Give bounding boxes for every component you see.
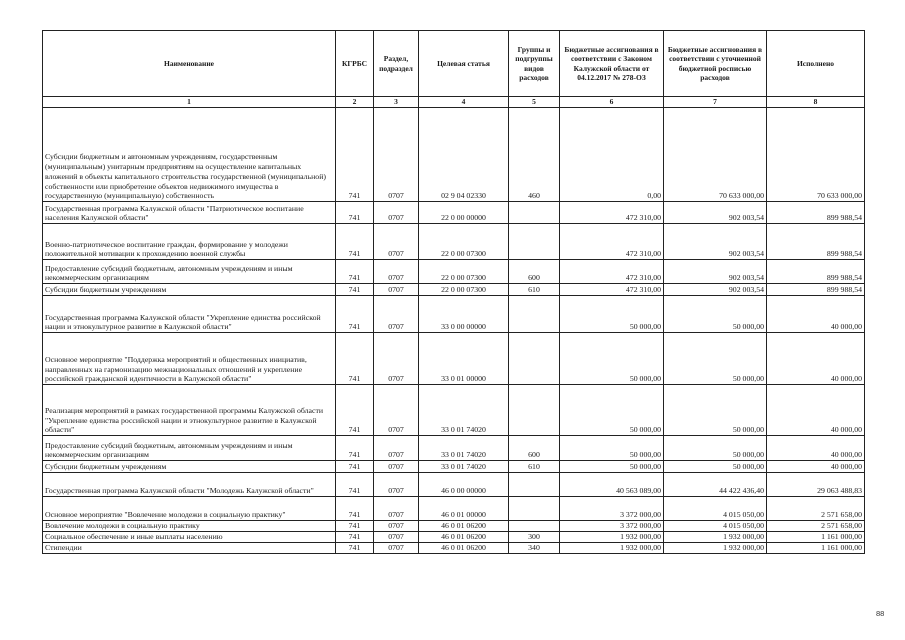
row-target: 33 0 01 00000 bbox=[419, 333, 509, 385]
row-expense-group: 340 bbox=[509, 543, 560, 554]
col-header-target: Целевая статья bbox=[419, 31, 509, 97]
column-number: 3 bbox=[374, 97, 419, 108]
row-kgrbs: 741 bbox=[336, 436, 374, 461]
row-refined-allocation: 902 003,54 bbox=[664, 284, 767, 296]
row-kgrbs: 741 bbox=[336, 461, 374, 473]
col-header-section: Раздел, подраздел bbox=[374, 31, 419, 97]
row-name: Государственная программа Калужской области "Патриотическое воспитание населения Калужской области" bbox=[43, 202, 336, 224]
row-section: 0707 bbox=[374, 497, 419, 521]
row-section: 0707 bbox=[374, 333, 419, 385]
row-name: Вовлечение молодежи в социальную практику bbox=[43, 521, 336, 532]
row-refined-allocation: 1 932 000,00 bbox=[664, 543, 767, 554]
row-executed: 70 633 000,00 bbox=[767, 108, 865, 202]
row-law-allocation: 50 000,00 bbox=[560, 385, 664, 436]
row-target: 46 0 01 06200 bbox=[419, 543, 509, 554]
page-number: 88 bbox=[876, 609, 885, 618]
row-refined-allocation: 902 003,54 bbox=[664, 202, 767, 224]
row-section: 0707 bbox=[374, 224, 419, 260]
column-number: 8 bbox=[767, 97, 865, 108]
row-expense-group bbox=[509, 202, 560, 224]
header-row bbox=[43, 31, 865, 97]
row-refined-allocation: 50 000,00 bbox=[664, 436, 767, 461]
row-target: 46 0 00 00000 bbox=[419, 473, 509, 497]
row-law-allocation: 50 000,00 bbox=[560, 333, 664, 385]
row-executed: 899 988,54 bbox=[767, 224, 865, 260]
row-section: 0707 bbox=[374, 461, 419, 473]
col-header-refined-allocation: Бюджетные ассигнования в соответствии с уточненной бюджетной росписью расходов bbox=[664, 31, 767, 97]
col-header-kgrbs: КГРБС bbox=[336, 31, 374, 97]
row-name: Государственная программа Калужской области "Укрепление единства российской нации и этнокультурное развитие в Калужской области" bbox=[43, 296, 336, 333]
table-row bbox=[43, 202, 865, 224]
row-section: 0707 bbox=[374, 284, 419, 296]
row-expense-group: 460 bbox=[509, 108, 560, 202]
row-law-allocation: 50 000,00 bbox=[560, 461, 664, 473]
row-kgrbs: 741 bbox=[336, 521, 374, 532]
row-refined-allocation: 4 015 050,00 bbox=[664, 497, 767, 521]
row-kgrbs: 741 bbox=[336, 108, 374, 202]
row-section: 0707 bbox=[374, 385, 419, 436]
row-refined-allocation: 50 000,00 bbox=[664, 461, 767, 473]
table-row bbox=[43, 284, 865, 296]
row-executed: 29 063 488,83 bbox=[767, 473, 865, 497]
row-target: 33 0 00 00000 bbox=[419, 296, 509, 333]
row-name: Субсидии бюджетным учреждениям bbox=[43, 461, 336, 473]
row-refined-allocation: 50 000,00 bbox=[664, 333, 767, 385]
row-section: 0707 bbox=[374, 108, 419, 202]
column-number: 5 bbox=[509, 97, 560, 108]
row-executed: 2 571 658,00 bbox=[767, 521, 865, 532]
row-expense-group: 600 bbox=[509, 260, 560, 284]
column-number: 7 bbox=[664, 97, 767, 108]
row-name: Основное мероприятие "Вовлечение молодежи в социальную практику" bbox=[43, 497, 336, 521]
row-target: 33 0 01 74020 bbox=[419, 436, 509, 461]
row-executed: 40 000,00 bbox=[767, 333, 865, 385]
row-kgrbs: 741 bbox=[336, 224, 374, 260]
row-kgrbs: 741 bbox=[336, 333, 374, 385]
col-header-law-allocation: Бюджетные ассигнования в соответствии с Законом Калужской области от 04.12.2017 № 278-ОЗ bbox=[560, 31, 664, 97]
table-row bbox=[43, 521, 865, 532]
column-number: 2 bbox=[336, 97, 374, 108]
row-target: 22 0 00 07300 bbox=[419, 224, 509, 260]
row-law-allocation: 472 310,00 bbox=[560, 284, 664, 296]
row-refined-allocation: 50 000,00 bbox=[664, 385, 767, 436]
column-number-row bbox=[43, 97, 865, 108]
row-law-allocation: 50 000,00 bbox=[560, 436, 664, 461]
row-law-allocation: 1 932 000,00 bbox=[560, 543, 664, 554]
row-expense-group bbox=[509, 497, 560, 521]
row-name: Реализация мероприятий в рамках государственной программы Калужской области "Укрепление единства российской нации и этнокультурное развитие в Калужской области" bbox=[43, 385, 336, 436]
row-name: Социальное обеспечение и иные выплаты населению bbox=[43, 532, 336, 543]
row-name: Стипендии bbox=[43, 543, 336, 554]
row-kgrbs: 741 bbox=[336, 532, 374, 543]
row-target: 02 9 04 02330 bbox=[419, 108, 509, 202]
row-target: 22 0 00 07300 bbox=[419, 284, 509, 296]
row-law-allocation: 50 000,00 bbox=[560, 296, 664, 333]
table-row bbox=[43, 543, 865, 554]
row-expense-group bbox=[509, 224, 560, 260]
row-section: 0707 bbox=[374, 202, 419, 224]
row-kgrbs: 741 bbox=[336, 543, 374, 554]
col-header-executed: Исполнено bbox=[767, 31, 865, 97]
table-row bbox=[43, 333, 865, 385]
row-kgrbs: 741 bbox=[336, 260, 374, 284]
row-executed: 40 000,00 bbox=[767, 296, 865, 333]
row-executed: 2 571 658,00 bbox=[767, 497, 865, 521]
row-name: Основное мероприятие "Поддержка мероприятий и общественных инициатив, направленных на гармонизацию межнациональных отношений и укрепление российской гражданской идентичности в Калужской области" bbox=[43, 333, 336, 385]
row-executed: 899 988,54 bbox=[767, 202, 865, 224]
row-refined-allocation: 902 003,54 bbox=[664, 224, 767, 260]
row-law-allocation: 472 310,00 bbox=[560, 260, 664, 284]
column-number: 1 bbox=[43, 97, 336, 108]
row-law-allocation: 40 563 089,00 bbox=[560, 473, 664, 497]
row-expense-group: 610 bbox=[509, 284, 560, 296]
col-header-expense-group: Группы и подгруппы видов расходов bbox=[509, 31, 560, 97]
row-kgrbs: 741 bbox=[336, 296, 374, 333]
table-row bbox=[43, 436, 865, 461]
table-row bbox=[43, 497, 865, 521]
row-refined-allocation: 4 015 050,00 bbox=[664, 521, 767, 532]
row-executed: 899 988,54 bbox=[767, 260, 865, 284]
row-target: 33 0 01 74020 bbox=[419, 385, 509, 436]
row-target: 46 0 01 06200 bbox=[419, 521, 509, 532]
row-law-allocation: 472 310,00 bbox=[560, 224, 664, 260]
row-target: 46 0 01 00000 bbox=[419, 497, 509, 521]
row-expense-group: 300 bbox=[509, 532, 560, 543]
table-row bbox=[43, 473, 865, 497]
row-refined-allocation: 1 932 000,00 bbox=[664, 532, 767, 543]
row-expense-group bbox=[509, 296, 560, 333]
row-name: Предоставление субсидий бюджетным, автономным учреждениям и иным некоммерческим организациям bbox=[43, 436, 336, 461]
col-header-name: Наименование bbox=[43, 31, 336, 97]
row-expense-group bbox=[509, 521, 560, 532]
column-number: 6 bbox=[560, 97, 664, 108]
row-law-allocation: 3 372 000,00 bbox=[560, 497, 664, 521]
row-refined-allocation: 902 003,54 bbox=[664, 260, 767, 284]
row-section: 0707 bbox=[374, 532, 419, 543]
row-refined-allocation: 44 422 436,40 bbox=[664, 473, 767, 497]
budget-execution-table bbox=[42, 30, 865, 554]
row-name: Субсидии бюджетным учреждениям bbox=[43, 284, 336, 296]
row-executed: 1 161 000,00 bbox=[767, 532, 865, 543]
row-target: 33 0 01 74020 bbox=[419, 461, 509, 473]
row-name: Субсидии бюджетным и автономным учреждениям, государственным (муниципальным) унитарным предприятиям на осуществление капитальных вложений в объекты капитального строительства государственной (муниципальной) собственности или приобретение объектов недвижимого имущества в государственную (муниципальную) собственность bbox=[43, 108, 336, 202]
row-refined-allocation: 50 000,00 bbox=[664, 296, 767, 333]
row-section: 0707 bbox=[374, 473, 419, 497]
row-refined-allocation: 70 633 000,00 bbox=[664, 108, 767, 202]
row-name: Предоставление субсидий бюджетным, автономным учреждениям и иным некоммерческим организациям bbox=[43, 260, 336, 284]
row-executed: 40 000,00 bbox=[767, 385, 865, 436]
row-section: 0707 bbox=[374, 260, 419, 284]
table-row bbox=[43, 224, 865, 260]
column-number: 4 bbox=[419, 97, 509, 108]
row-executed: 40 000,00 bbox=[767, 461, 865, 473]
table-row bbox=[43, 296, 865, 333]
row-kgrbs: 741 bbox=[336, 497, 374, 521]
row-name: Военно-патриотическое воспитание граждан, формирование у молодежи положительной мотивации к прохождению военной службы bbox=[43, 224, 336, 260]
row-expense-group: 610 bbox=[509, 461, 560, 473]
row-executed: 899 988,54 bbox=[767, 284, 865, 296]
row-section: 0707 bbox=[374, 543, 419, 554]
row-law-allocation: 472 310,00 bbox=[560, 202, 664, 224]
row-executed: 40 000,00 bbox=[767, 436, 865, 461]
row-target: 22 0 00 07300 bbox=[419, 260, 509, 284]
table-row bbox=[43, 260, 865, 284]
row-expense-group bbox=[509, 385, 560, 436]
row-kgrbs: 741 bbox=[336, 473, 374, 497]
row-section: 0707 bbox=[374, 296, 419, 333]
table-row bbox=[43, 385, 865, 436]
row-kgrbs: 741 bbox=[336, 284, 374, 296]
row-executed: 1 161 000,00 bbox=[767, 543, 865, 554]
row-expense-group: 600 bbox=[509, 436, 560, 461]
table-row bbox=[43, 461, 865, 473]
row-kgrbs: 741 bbox=[336, 202, 374, 224]
row-expense-group bbox=[509, 333, 560, 385]
row-section: 0707 bbox=[374, 521, 419, 532]
row-target: 46 0 01 06200 bbox=[419, 532, 509, 543]
row-target: 22 0 00 00000 bbox=[419, 202, 509, 224]
table-row bbox=[43, 108, 865, 202]
row-name: Государственная программа Калужской области "Молодежь Калужской области" bbox=[43, 473, 336, 497]
row-section: 0707 bbox=[374, 436, 419, 461]
row-law-allocation: 3 372 000,00 bbox=[560, 521, 664, 532]
row-law-allocation: 0,00 bbox=[560, 108, 664, 202]
row-kgrbs: 741 bbox=[336, 385, 374, 436]
table-row bbox=[43, 532, 865, 543]
row-expense-group bbox=[509, 473, 560, 497]
row-law-allocation: 1 932 000,00 bbox=[560, 532, 664, 543]
